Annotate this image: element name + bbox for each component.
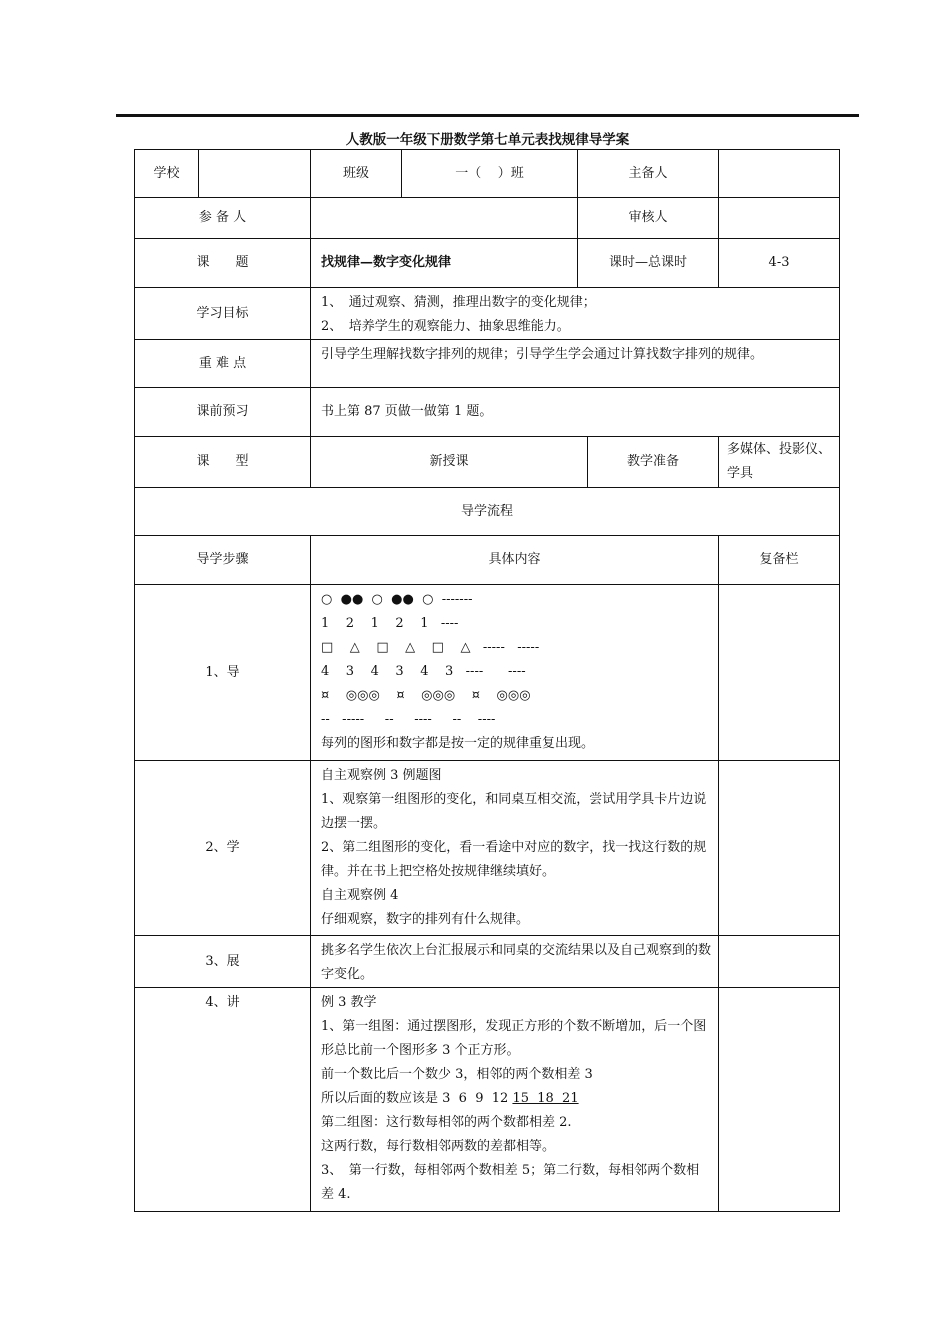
preview-content: 书上第 87 页做一做第 1 题。 [311,388,840,437]
content-line [321,1087,712,1111]
goal-item: 1、 通过观察、猜测，推理出数字的变化规律； [321,295,596,310]
sequence-given: 所以后面的数应该是 3 6 9 12 [321,1091,509,1106]
step-content: 挑多名学生依次上台汇报展示和同桌的交流结果以及自己观察到的数字变化。 [311,936,719,988]
flow-title: 导学流程 [135,488,840,536]
content-line: 3、 第一行数，每相邻两个数相差 5；第二行数，每相邻两个数相差 4. [321,1163,700,1202]
pattern-line: ○ ●● ○ ●● ○ ------- [321,592,473,607]
keypoints-content: 引导学生理解找数字排列的规律；引导学生学会通过计算找数字排列的规律。 [311,340,840,388]
class-value: 一（ ）班 [402,150,578,198]
keypoints-row [135,340,840,388]
content-line: 这两行数，每行数相邻两数的差都相等。 [321,1139,556,1154]
lead-label: 主备人 [578,150,719,198]
goal-item: 2、 培养学生的观察能力、抽象思维能力。 [321,319,570,334]
prep-label: 教学准备 [588,437,719,488]
pattern-line: 4 3 4 3 4 3 ---- ---- [321,664,526,679]
header-row [135,150,840,198]
column-header-row [135,536,840,585]
step-label: 4、讲 [135,988,311,1212]
lead-value [719,150,840,198]
content-line: 例 3 教学 [321,995,377,1010]
content-line: 前一个数比后一个数少 3，相邻的两个数相差 3 [321,1067,593,1082]
step-row-1 [135,585,840,761]
step-label: 1、导 [135,585,311,761]
goals-row [135,288,840,340]
hours-value: 4-3 [719,239,840,288]
type-value: 新授课 [311,437,588,488]
top-rule [116,114,859,117]
flow-title-row [135,488,840,536]
keypoints-label: 重 难 点 [135,340,311,388]
step-content [311,585,719,761]
content-line: 仔细观察，数字的排列有什么规律。 [321,912,530,927]
step-row-2 [135,761,840,936]
participants-value [311,198,578,239]
review-cell [719,761,840,936]
step-content [311,761,719,936]
goals-label: 学习目标 [135,288,311,340]
participants-label: 参 备 人 [135,198,311,239]
content-header: 具体内容 [311,536,719,585]
goals-content [311,288,840,340]
review-cell [719,988,840,1212]
pattern-line: 1 2 1 2 1 ---- [321,616,459,631]
review-cell [719,936,840,988]
content-line: 第二组图：这行数每相邻的两个数都相差 2. [321,1115,572,1130]
steps-header: 导学步骤 [135,536,311,585]
topic-label: 课 题 [135,239,311,288]
topic-row [135,239,840,288]
participants-row [135,198,840,239]
step-label: 3、展 [135,936,311,988]
step-content [311,988,719,1212]
review-cell [719,585,840,761]
topic-value: 找规律—数字变化规律 [311,239,578,288]
class-label: 班级 [311,150,402,198]
content-line: 2、第二组图形的变化，看一看途中对应的数字，找一找这行数的规律。并在书上把空格处按规律继续填好。 [321,840,707,879]
type-label: 课 型 [135,437,311,488]
content-line: 自主观察例 3 例题图 [321,768,442,783]
step-row-3 [135,936,840,988]
pattern-line: -- ----- -- ---- -- ---- [321,712,496,727]
type-row [135,437,840,488]
sequence-answer: 15 18 21 [512,1091,579,1106]
lesson-plan-table [134,149,840,1212]
school-value [199,150,311,198]
preview-label: 课前预习 [135,388,311,437]
pattern-line: ¤ ◎◎◎ ¤ ◎◎◎ ¤ ◎◎◎ [321,688,531,703]
step-row-4 [135,988,840,1212]
preview-row [135,388,840,437]
school-label: 学校 [135,150,199,198]
content-line: 1、第一组图：通过摆图形，发现正方形的个数不断增加，后一个图形总比前一个图形多 3 个正方形。 [321,1019,707,1058]
step-label: 2、学 [135,761,311,936]
pattern-line: □ △ □ △ □ △ ----- ----- [321,640,540,655]
content-line: 1、观察第一组图形的变化，和同桌互相交流，尝试用学具卡片边说边摆一摆。 [321,792,707,831]
hours-label: 课时—总课时 [578,239,719,288]
content-line: 每列的图形和数字都是按一定的规律重复出现。 [321,736,595,751]
prep-value: 多媒体、投影仪、学具 [719,437,840,488]
review-header: 复备栏 [719,536,840,585]
reviewer-label: 审核人 [578,198,719,239]
document-title: 人教版一年级下册数学第七单元表找规律导学案 [345,132,630,148]
content-line: 自主观察例 4 [321,888,399,903]
reviewer-value [719,198,840,239]
